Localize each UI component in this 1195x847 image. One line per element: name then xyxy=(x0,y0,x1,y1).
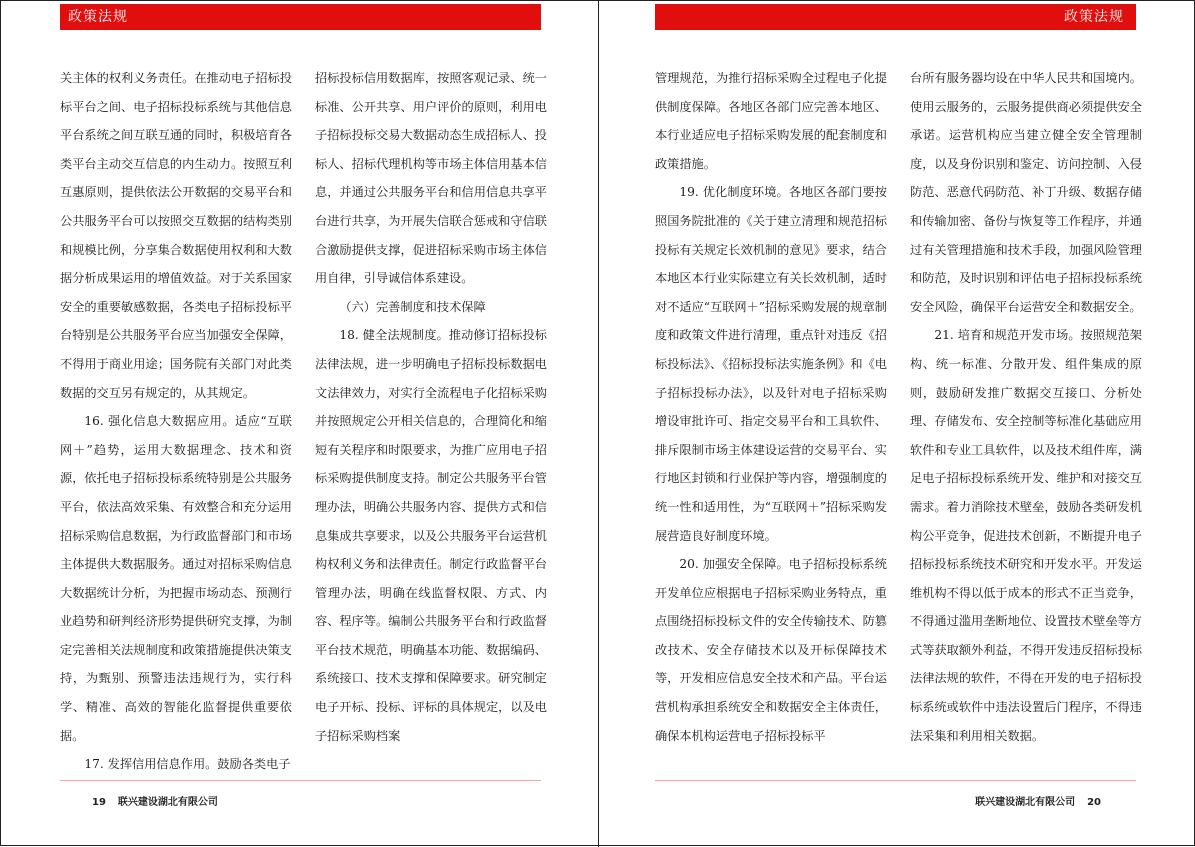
right-footer-rule xyxy=(655,780,1136,781)
right-column-1 xyxy=(655,64,887,750)
page-number: 20 xyxy=(1087,797,1101,808)
left-column-2 xyxy=(315,64,547,750)
left-page xyxy=(1,1,598,847)
paragraph: 18. 健全法规制度。推动修订招标投标法律法规，进一步明确电子招标投标数据电文法律效力，对实行全流程电子化招标采购并按照规定公开相关信息的，合理简化和缩短有关程序和时限要求，为推广应用电子招标采购提供制度支持。制定公共服务平台管理办法，明确公共服务内容、提供方式和信息集成共享要求，以及公共服务平台运营机构权利义务和法律责任。制定行政监督平台管理办法，明确在线监督权限、方式、内容、程序等。编制公共服务平台和行政监督平台技术规范，明确基本功能、数据编码、系统接口、技术支撑和保障要求。研究制定电子开标、投标、评标的具体规定，以及电子招标采购档案 xyxy=(315,328,547,743)
right-footer xyxy=(969,793,1107,808)
right-header-bar: 政策法规 xyxy=(655,4,1136,30)
company-name: 联兴建设湖北有限公司 xyxy=(975,797,1076,808)
paragraph: 管理规范，为推行招标采购全过程电子化提供制度保障。各地区各部门应完善本地区、本行业适应电子招标采购发展的配套制度和政策措施。 xyxy=(655,71,887,171)
page-number: 19 xyxy=(92,797,106,808)
paragraph: 20. 加强安全保障。电子招标投标系统开发单位应根据电子招标采购业务特点，重点围绕招标投标文件的安全传输技术、防篡改技术、安全存储技术以及开标保障技术等，开发相应信息安全技术和产品。平台运营机构承担系统安全和数据安全主体责任，确保本机构运营电子招标投标平 xyxy=(655,557,887,743)
left-column-1 xyxy=(60,64,292,779)
left-footer xyxy=(86,793,224,808)
paragraph: 17. 发挥信用信息作用。鼓励各类电子 xyxy=(84,757,291,772)
left-header-bar: 政策法规 xyxy=(60,4,541,30)
paragraph: 关主体的权利义务责任。在推动电子招标投标平台之间、电子招标投标系统与其他信息平台系统之间互联互通的同时，积极培育各类平台主动交互信息的内生动力。按照互利互惠原则，提供依法公开数据的交易平台和公共服务平台可以按照交互数据的结构类别和规模比例，分享集合数据使用权利和大数据分析成果运用的增值效益。对于关系国家安全的重要敏感数据，各类电子招标投标平台特别是公共服务平台应当加强安全保障，不得用于商业用途；国务院有关部门对此类数据的交互另有规定的，从其规定。 xyxy=(60,71,292,400)
paragraph: 21. 培育和规范开发市场。按照规范架构、统一标准、分散开发、组件集成的原则，鼓励研发推广数据交互接口、分析处理、存储发布、安全控制等标准化基础应用软件和专业工具软件，以及技术组件库，满足电子招标投标系统开发、维护和对接交互需求。着力消除技术壁垒，鼓励各类研发机构公平竞争，促进技术创新，不断提升电子招标投标系统技术研究和开发水平。开发运维机构不得以低于成本的形式不正当竞争，不得通过滥用垄断地位、设置技术壁垒等方式等获取额外利益，不得开发违反招标投标法律法规的软件，不得在开发的电子招标投标系统或软件中违法设置后门程序，不得违法采集和利用相关数据。 xyxy=(910,328,1142,743)
right-page xyxy=(599,1,1195,847)
paragraph: 19. 优化制度环境。各地区各部门要按照国务院批准的《关于建立清理和规范招标投标有关规定长效机制的意见》要求，结合本地区本行业实际建立有关长效机制，适时对不适应“互联网＋”招标采购发展的规章制度和政策文件进行清理，重点针对违反《招标投标法》、《招标投标法实施条例》和《电子招标投标办法》，以及针对电子招标采购增设审批许可、指定交易平台和工具软件、排斥限制市场主体建设运营的交易平台、实行地区封锁和行业保护等内容，增强制度的统一性和适用性，为“互联网＋”招标采购发展营造良好制度环境。 xyxy=(655,185,887,543)
paragraph: 招标投标信用数据库，按照客观记录、统一标准、公开共享、用户评价的原则，利用电子招标投标交易大数据动态生成招标人、投标人、招标代理机构等市场主体信用基本信息，并通过公共服务平台和信用信息共享平台进行共享，为开展失信联合惩戒和守信联合激励提供支撑，促进招标采购市场主体信用自律，引导诚信体系建设。 xyxy=(315,71,547,286)
paragraph: 台所有服务器均设在中华人民共和国境内。使用云服务的，云服务提供商必须提供安全承诺。运营机构应当建立健全安全管理制度，以及身份识别和鉴定、访问控制、入侵防范、恶意代码防范、补丁升级、数据存储和传输加密、备份与恢复等工作程序，并通过有关管理措施和技术手段，加强风险管理和防范，及时识别和评估电子招标投标系统安全风险，确保平台运营安全和数据安全。 xyxy=(910,71,1142,314)
section-heading: （六）完善制度和技术保障 xyxy=(339,299,486,314)
company-name: 联兴建设湖北有限公司 xyxy=(117,797,218,808)
left-footer-rule xyxy=(60,780,541,781)
right-column-2 xyxy=(910,64,1142,750)
paragraph: 16. 强化信息大数据应用。适应“互联网＋”趋势，运用大数据理念、技术和资源，依托电子招标投标系统特别是公共服务平台，依法高效采集、有效整合和充分运用招标采购信息数据，为行政监督部门和市场主体提供大数据服务。通过对招标采购信息大数据统计分析，为把握市场动态、预测行业趋势和研判经济形势提供研究支撑，为制定完善相关法规制度和政策措施提供决策支持，为甄别、预警违法违规行为，实行科学、精准、高效的智能化监督提供重要依据。 xyxy=(60,414,292,743)
